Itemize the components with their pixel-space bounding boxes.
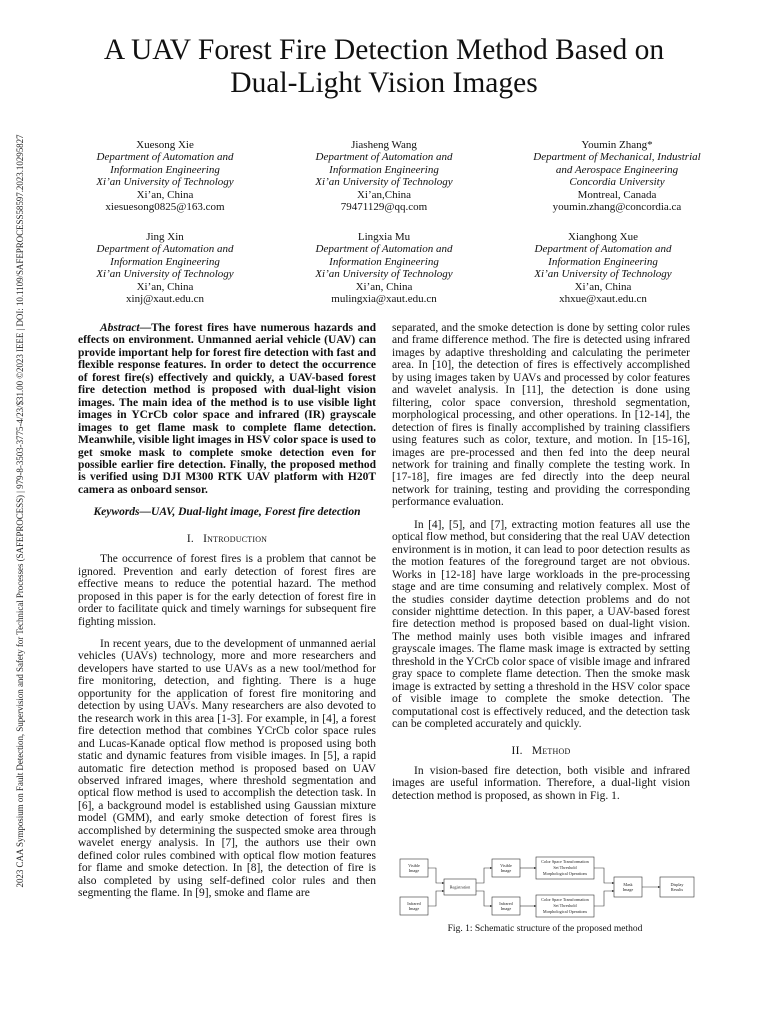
keywords: Keywords—UAV, Dual-light image, Forest fire detection [93,506,361,519]
title-line-1: A UAV Forest Fire Detection Method Based on [103,34,665,66]
section-heading-introduction [78,533,376,545]
arrow-ops-bottom-to-mask [594,891,614,906]
author-univ: Xi’an University of Technology [96,268,234,281]
author-dept: and Aerospace Engineering [555,163,679,176]
section-title: Method [531,744,571,757]
title-line-2: Dual-Light Vision Images [230,67,538,99]
abstract [78,322,376,496]
diagram-label: Image [408,906,420,911]
author-dept: Information Engineering [329,163,439,176]
diagram-label: Infrared [499,901,513,906]
diagram-label: Set Threshold [553,903,577,908]
diagram-label: Image [500,906,512,911]
section-number: II. [511,744,523,757]
paper-title [40,34,728,100]
author-block-3 [502,139,732,213]
arrow-registration-to-visible [476,868,492,883]
diagram-label: Image [408,868,420,873]
author-place: Xi’an, China [136,280,194,293]
doi-sidebar [14,98,26,924]
author-block-5 [269,231,499,305]
diagram-label: Display [670,882,684,887]
author-name: Lingxia Mu [357,231,411,243]
author-email: xhxue@xaut.edu.cn [559,293,647,306]
figure-caption: Fig. 1: Schematic structure of the proposed method [447,924,643,934]
intro-paragraph-1: The occurrence of forest fires is a problem that cannot be ignored. Prevention and early detection of forest fires are effective means to reduce the potential hazard. The method proposed in this paper is for the early detection of forest fire in order to facilitate quick and timely warnings for subsequent fire fighting mission. [78,553,376,628]
diagram-label: Color Space Transformation [541,897,589,902]
abstract-label: Abstract [100,322,140,334]
author-dept: Department of Automation and [534,243,672,256]
right-column [392,322,690,802]
intro-paragraph-2: In recent years, due to the development of unmanned aerial vehicles (UAVs) technology, more and more researchers and developers have started to use UAVs as a new tool/method for fire monitoring, detection, and fighting. There is a huge opportunity for the application of forest fire monitoring and detection by using UAVs. Many researchers are also devoted to the research work in this area [1-3]. For example, in [4], a forest fire detection method that combines YCrCb color space rules and Lucas-Kanade optical flow method is proposed using both static and dynamic features from visible images. In [5], a rapid automatic fire detection method is proposed based on UAV observed infrared images, where threshold segmentation and optical flow method is used to accomplish the detection task. In [6], a background model is established using Gaussian mixture model (GMM), and early smoke detection of forest fires is accomplished by determining the suspected smoke area through wavelet energy analysis. In [7], the authors use their own defined color rules combined with optical flow motion features for flame and smoke detection. In [8], the detection of fire is also completed by using self-defined color rules and then segmenting the flame. In [9], smoke and flame are [78,637,376,900]
author-block-2 [269,139,499,213]
diagram-label: Set Threshold [553,865,577,870]
author-dept: Department of Automation and [96,151,234,164]
author-email: youmin.zhang@concordia.ca [552,201,682,214]
diagram-label: Visible [408,863,420,868]
diagram-label: Morphological Operations [542,871,588,876]
diagram-label: Image [500,868,512,873]
author-place: Montreal, Canada [577,188,657,201]
schematic-diagram [396,853,700,923]
arrow-registration-to-infrared [476,891,492,906]
author-email: xiesuesong0825@163.com [105,201,225,214]
author-name: Xuesong Xie [136,139,194,151]
section-heading-method [392,745,690,757]
section-title: Introduction [203,532,268,545]
author-name: Jiasheng Wang [351,139,417,151]
author-univ: Xi’an University of Technology [534,268,672,281]
doi-sidebar-text: 2023 CAA Symposium on Fault Detection, Supervision and Safety for Technical Processes (SAFEPROCESS) | 979-8-3503-3775-4/23/$31.00 ©2023 IEEE | DOI: 10.1109/SAFEPROCESS58597.2023.10295827 [15,134,25,888]
author-dept: Department of Automation and [96,243,234,256]
author-dept: Department of Automation and [315,151,453,164]
diagram-label: Morphological Operations [542,909,588,914]
diagram-label: Image [622,887,634,892]
author-dept: Information Engineering [110,163,220,176]
author-block-6 [488,231,718,305]
author-place: Xi’an,China [356,188,412,201]
author-name: Youmin Zhang* [581,139,653,151]
author-dept: Information Engineering [110,255,220,268]
section-number: I. [186,532,194,545]
author-email: 79471129@qq.com [340,201,428,214]
author-dept: Information Engineering [548,255,658,268]
author-block-4 [50,231,280,305]
abstract-text: —The forest fires have numerous hazards and effects on environment. Unmanned aerial vehicle (UAV) can provide important help for forest fire detection with fast and flexible response features. In order to detect the occurrence of forest fire(s) effectively and quickly, a UAV-based forest fire detection method is proposed with dual-light vision images. The main idea of the method is to use visible light images in YCrCb color space and infrared (IR) grayscale images to get flame mask to complete flame detection. Meanwhile, visible light images in HSV color space is used to get smoke mask to complete smoke detection even for possible earlier fire detection. Finally, the proposed method is verified using DJI M300 RTK UAV platform with H20T camera as onboard sensor. [78,322,376,496]
author-place: Xi’an, China [574,280,632,293]
author-univ: Xi’an University of Technology [315,268,453,281]
author-name: Xianghong Xue [568,231,638,243]
diagram-label: Mask [623,882,633,887]
author-univ: Xi’an University of Technology [96,176,234,189]
intro-paragraph-3: separated, and the smoke detection is done by setting color rules and frame difference method. The fire is detected using infrared images by adaptive thresholding and calculating the perimeter area. In [10], the detection of fires is effectively accomplished by using images taken by UAVs and processed by color features and wavelet analysis. In [11], the detection is done using filtering, color space conversion, threshold segmentation, morphological processing, and other operations. In [12-14], the detection of fires is finally accomplished by training classifiers using features such as color, texture, and motion. In [15-16], images are pre-processed and then fed into the deep neural network for training and finally complete the testing work. In [17-18], fire images are fed directly into the deep neural network for training, testing and providing the corresponding performance evaluation. [392,322,690,509]
diagram-label: Results [670,887,684,892]
author-dept: Department of Automation and [315,243,453,256]
arrow-ops-top-to-mask [594,868,614,883]
author-email: mulingxia@xaut.edu.cn [331,293,437,306]
author-block-1 [50,139,280,213]
author-dept: Information Engineering [329,255,439,268]
intro-paragraph-4: In [4], [5], and [7], extracting motion features all use the optical flow method, but considering that the real UAV detection environment is in motion, it can lead to poor detection results as the motion features of the foreground target are not obvious. Works in [12-18] have large workloads in the pre-processing stage and are time consuming and relatively complex. Most of the studies consider daytime detection problems and do not consider nighttime detection. In this paper, a UAV-based forest fire detection method is proposed based on dual-light vision. The method mainly uses both visible images and infrared grayscale images. The flame mask image is extracted by setting threshold in the YCrCb color space of visible image and infrared gray space to complete flame detection. Then the smoke mask image is extracted by setting a threshold in the HSV color space of visible image to complete the smoke detection. The computational cost is effectively reduced, and the detection task can be completed accurately and quickly. [392,518,690,731]
arrow-infrared-to-registration [428,891,444,906]
author-univ: Concordia University [569,176,665,189]
diagram-label: Color Space Transformation [541,859,589,864]
diagram-label: Registration [449,884,471,890]
author-email: xinj@xaut.edu.cn [126,293,204,306]
author-dept: Department of Mechanical, Industrial [533,151,701,164]
author-univ: Xi’an University of Technology [315,176,453,189]
author-place: Xi’an, China [355,280,413,293]
diagram-label: Visible [500,863,512,868]
author-name: Jing Xin [146,231,184,243]
method-paragraph: In vision-based fire detection, both visible and infrared images are useful information. Therefore, a dual-light vision detection method is proposed, as shown in Fig. 1. [392,764,690,802]
diagram-label: Infrared [407,901,421,906]
author-place: Xi’an, China [136,188,194,201]
arrow-visible-to-registration [428,868,444,883]
left-column [78,322,376,899]
